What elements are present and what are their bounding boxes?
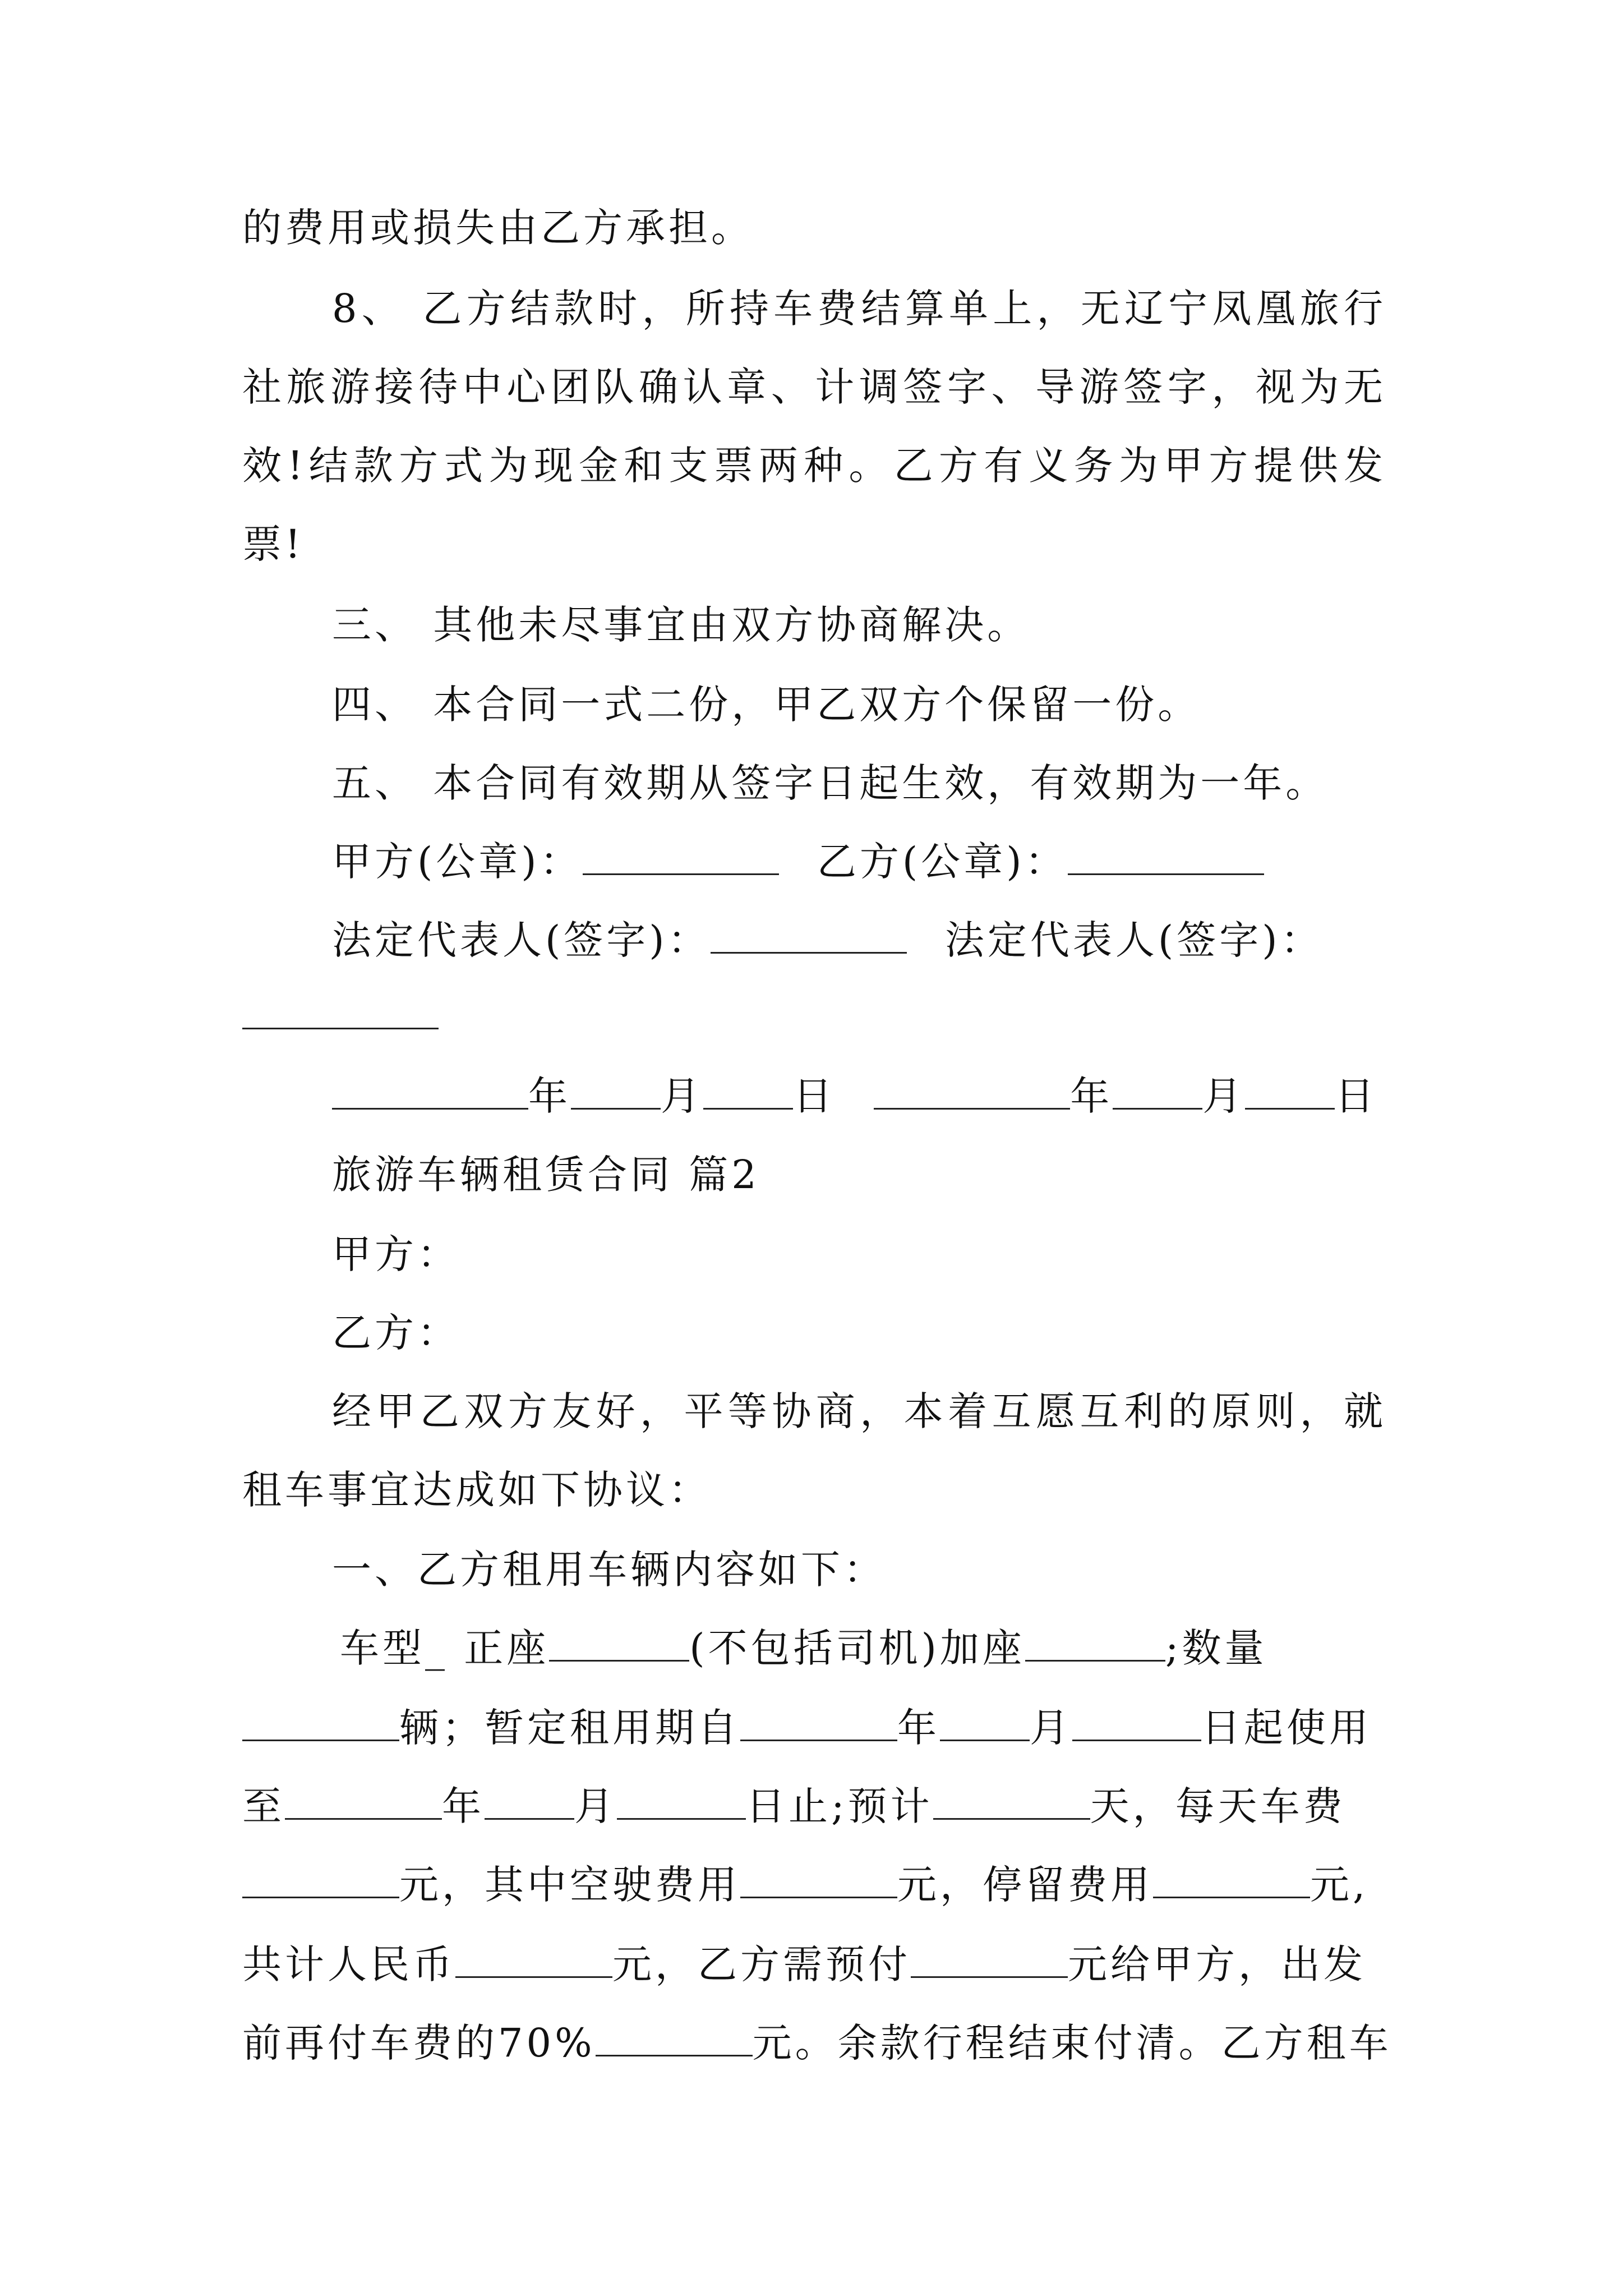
seal-line: [332, 834, 1264, 890]
party-b-seal-label: 乙方(公章)：: [817, 839, 1068, 885]
prepay-to-label: 元给甲方，出发: [1068, 1941, 1366, 1987]
prepay-blank: [911, 1937, 1068, 1978]
rental-period-label: 辆；暂定租用期自: [399, 1705, 740, 1751]
paragraph-line: 的费用或损失由乙方承担。: [242, 205, 754, 251]
date-b-month-blank: [1113, 1069, 1202, 1110]
section-heading: 旅游车辆租赁合同 篇2: [332, 1152, 760, 1198]
date-b-day-blank: [1245, 1069, 1335, 1110]
clause-5: 五、 本合同有效期从签字日起生效，有效期为一年。: [332, 760, 1329, 806]
date-b-month-label: 月: [1202, 1073, 1246, 1119]
date-a-day-blank: [703, 1069, 793, 1110]
end-day-blank: [617, 1779, 746, 1820]
quantity-blank: [242, 1700, 399, 1741]
end-month-label: 月: [574, 1783, 617, 1829]
party-b-rep-label: 法定代表人(签字)：: [944, 917, 1324, 963]
date-line: [332, 1068, 1377, 1124]
date-a-year-blank: [332, 1069, 528, 1110]
date-b-year-blank: [874, 1069, 1070, 1110]
seventy-percent-blank: [596, 2016, 753, 2056]
quantity-label: ;数量: [1165, 1625, 1267, 1671]
clause-8-line-1: 8、 乙方结款时，所持车费结算单上，无辽宁凤凰旅行: [332, 286, 1386, 332]
empty-run-fee-label: 元，其中空驶费用: [399, 1862, 740, 1908]
start-day-blank: [1072, 1700, 1201, 1741]
party-b-rep-blank: [242, 1028, 439, 1029]
end-year-label: 年: [442, 1783, 485, 1829]
clause-4: 四、 本合同一式二份，甲乙双方个保留一份。: [332, 682, 1201, 728]
empty-run-fee-blank: [740, 1857, 897, 1898]
rental-line-1: [340, 1620, 1267, 1676]
balance-label: 元。余款行程结束付清。乙方租车: [752, 2020, 1392, 2066]
date-b-day-label: 日: [1335, 1073, 1378, 1119]
party-a-label: 甲方：: [332, 1231, 460, 1277]
total-label: 共计人民币: [242, 1941, 455, 1987]
days-blank: [933, 1779, 1090, 1820]
start-month-label: 月: [1030, 1705, 1072, 1751]
total-blank: [455, 1937, 612, 1978]
prepay-label: 元，乙方需预付: [612, 1941, 911, 1987]
daily-fee-blank: [242, 1857, 399, 1898]
party-a-seal-blank: [583, 834, 779, 875]
intro-line-1: 经甲乙双方友好，平等协商，本着互愿互利的原则，就: [332, 1388, 1386, 1434]
party-b-seal-blank: [1068, 834, 1264, 875]
end-month-blank: [485, 1779, 574, 1820]
rental-line-5: [242, 1936, 1366, 1993]
clause-3: 三、 其他未尽事宜由双方协商解决。: [332, 602, 1030, 648]
date-a-month-blank: [571, 1069, 661, 1110]
no-driver-label: (不包括司机)加座: [689, 1625, 1025, 1671]
before-departure-label: 前再付车费的70%: [242, 2020, 596, 2066]
end-day-label: 日止;预计: [746, 1783, 933, 1829]
start-year-label: 年: [897, 1705, 940, 1751]
date-a-month-label: 月: [661, 1073, 703, 1119]
party-b-label: 乙方：: [332, 1310, 460, 1356]
rental-line-4: [242, 1857, 1368, 1913]
to-label: 至: [242, 1783, 285, 1829]
rental-line-3: [242, 1778, 1346, 1834]
date-a-year-label: 年: [528, 1073, 571, 1119]
clause-8-line-3: 效!结款方式为现金和支票两种。乙方有义务为甲方提供发: [242, 443, 1386, 489]
vehicle-model-label: 车型_ 正座: [340, 1625, 550, 1671]
rep-line: [332, 912, 1324, 968]
start-use-label: 日起使用: [1201, 1705, 1372, 1751]
end-year-blank: [285, 1779, 442, 1820]
clause-8-line-4: 票!: [242, 521, 305, 567]
party-a-rep-label: 法定代表人(签字)：: [332, 917, 711, 963]
party-a-rep-blank: [711, 913, 907, 954]
date-b-year-label: 年: [1070, 1073, 1113, 1119]
intro-line-2: 租车事宜达成如下协议：: [242, 1467, 711, 1513]
stay-fee-blank: [1153, 1857, 1310, 1898]
daily-fee-label: 天，每天车费: [1090, 1783, 1346, 1829]
seats-blank: [549, 1621, 689, 1662]
date-a-day-label: 日: [793, 1073, 836, 1119]
clause-8-line-2: 社旅游接待中心团队确认章、计调签字、导游签字，视为无: [242, 364, 1386, 410]
stay-fee-unit: 元,: [1310, 1862, 1369, 1908]
clause-1-heading: 一、乙方租用车辆内容如下：: [332, 1547, 886, 1593]
rental-line-2: [242, 1700, 1372, 1756]
extra-seats-blank: [1025, 1621, 1165, 1662]
stay-fee-label: 元，停留费用: [897, 1862, 1153, 1908]
party-a-seal-label: 甲方(公章)：: [332, 839, 583, 885]
start-month-blank: [940, 1700, 1030, 1741]
start-year-blank: [740, 1700, 897, 1741]
rental-line-6: [242, 2015, 1392, 2071]
